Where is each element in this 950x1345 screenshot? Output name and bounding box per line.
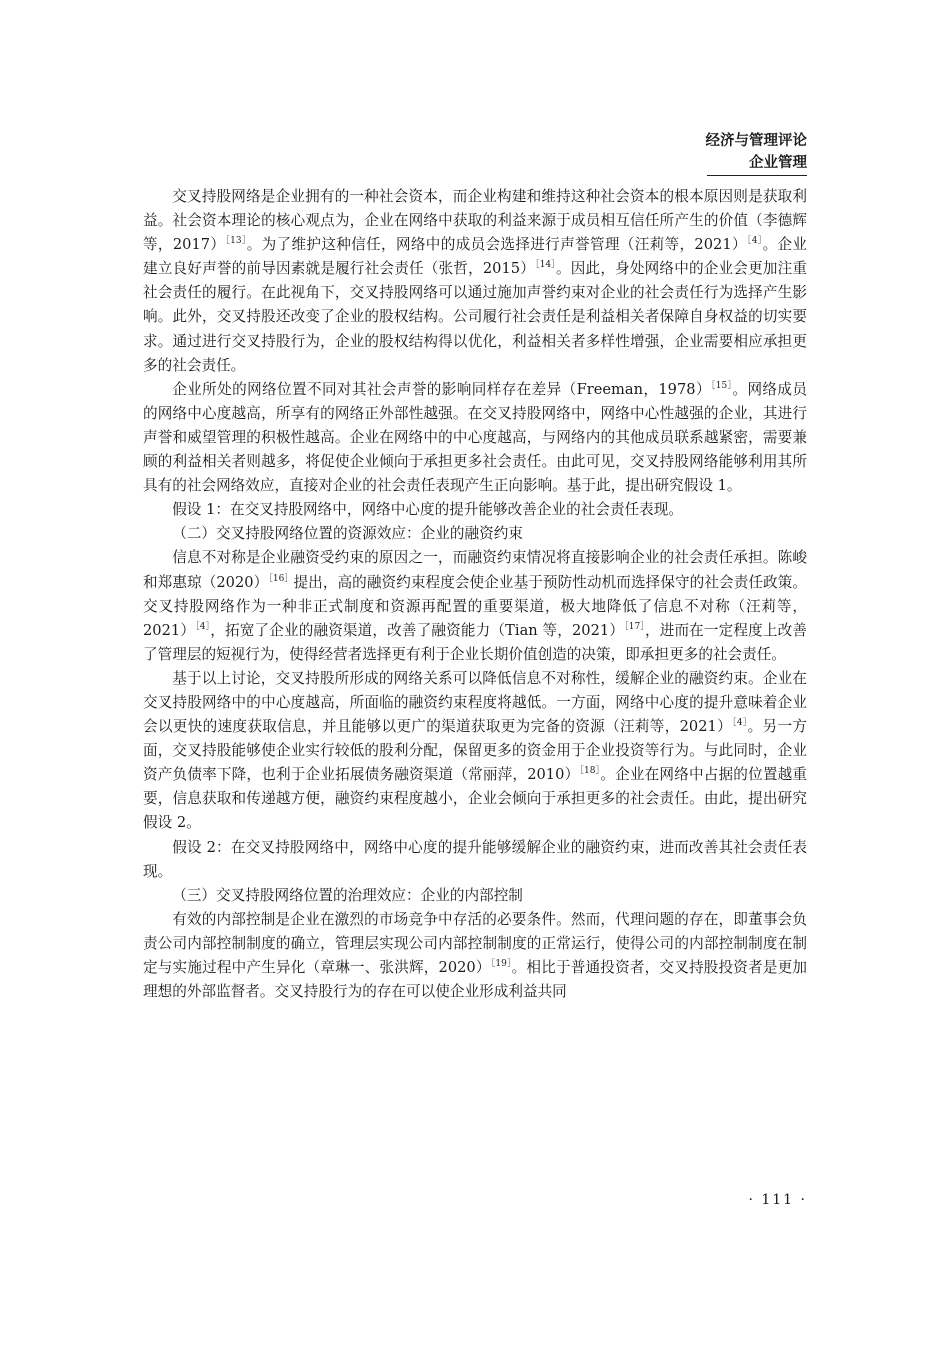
paragraph-p8: [143, 884, 807, 908]
text-run: 信息不对称是企业融资受约束的原因之一，而融资约束情况将直接影响企业的社会责任承担。陈峻和郑惠琼（2020）: [143, 549, 807, 591]
text-run: 企业所处的网络位置不同对其社会声誉的影响同样存在差异（Freeman，1978）: [172, 380, 711, 398]
citation-ref: ［4］: [746, 236, 763, 247]
paragraph-p5: [143, 546, 807, 666]
header-rule: [707, 175, 807, 176]
citation-ref: ［14］: [535, 260, 556, 271]
citation-ref: ［18］: [579, 766, 601, 777]
text-run: ，进而在一定程度上改善了管理层的短视行为，使得经营者选择更有利于企业长期价值创造的决策，即承担更多的社会责任。: [143, 621, 808, 663]
text-run: 。为了维护这种信任，网络中的成员会选择进行声誉管理（汪莉等，2021）: [246, 236, 747, 254]
article-body: [143, 185, 807, 1004]
text-run: 。企业在网络中占据的位置越重要，信息获取和传递越方便，融资约束程度越小，企业会倾向于承担更多的社会责任。由此，提出研究假设 2。: [143, 766, 808, 832]
citation-ref: ［15］: [710, 380, 733, 391]
text-run: 。企业建立良好声誉的前导因素就是履行社会责任（张哲，2015）: [143, 236, 808, 278]
section-title: 企业管理: [749, 155, 807, 171]
text-run: 。网络成员的网络中心度越高，所享有的网络正外部性越强。在交叉持股网络中，网络中心性越强的企业，其进行声誉和威望管理的积极性越高。企业在网络中的中心度越高，与网络内的其他成员联系越紧密，需要兼顾的利益相关者则越多，将促使企业倾向于承担更多社会责任。由此可见，交叉持股网络能够利用其所具有的社会网络效应，直接对企业的社会责任表现产生正向影响。基于此，提出研究假设 1。: [143, 380, 807, 495]
paragraph-p7: [143, 836, 807, 884]
text-run: （二）交叉持股网络位置的资源效应：企业的融资约束: [172, 525, 523, 543]
text-run: （三）交叉持股网络位置的治理效应：企业的内部控制: [172, 886, 523, 904]
paragraph-p4: [143, 522, 807, 546]
citation-ref: ［17］: [624, 621, 645, 632]
paragraph-p1: [143, 185, 807, 378]
text-run: 。相比于普通投资者，交叉持股投资者是更加理想的外部监督者。交叉持股行为的存在可以使企业形成利益共同: [143, 959, 808, 1001]
text-run: 假设 1：在交叉持股网络中，网络中心度的提升能够改善企业的社会责任表现。: [172, 501, 684, 519]
citation-ref: ［16］: [268, 573, 294, 584]
citation-ref: ［4］: [195, 621, 211, 632]
citation-ref: ［19］: [490, 959, 512, 969]
text-run: 交叉持股网络是企业拥有的一种社会资本，而企业构建和维持这种社会资本的根本原因则是获取利益。社会资本理论的核心观点为，企业在网络中获取的利益来源于成员相互信任所产生的价值（李德辉等，2017）: [143, 188, 807, 254]
running-header: [706, 130, 808, 176]
text-run: 假设 2：在交叉持股网络中，网络中心度的提升能够缓解企业的融资约束，进而改善其社会责任表现。: [143, 838, 807, 880]
citation-ref: ［13］: [225, 236, 247, 247]
text-run: 提出，高的融资约束程度会使企业基于预防性动机而选择保守的社会责任政策。交叉持股网络作为一种非正式制度和资源再配置的重要渠道，极大地降低了信息不对称（汪莉等，2021）: [143, 573, 808, 639]
paragraph-p3: [143, 498, 807, 522]
journal-title: 经济与管理评论: [705, 133, 807, 149]
text-run: ，拓宽了企业的融资渠道，改善了融资能力（Tian 等，2021）: [210, 621, 625, 639]
paragraph-p9: [143, 908, 807, 1004]
text-run: 。因此，身处网络中的企业会更加注重社会责任的履行。在此视角下，交叉持股网络可以通过施加声誉约束对企业的社会责任行为选择产生影响。此外，交叉持股还改变了企业的股权结构。公司履行社会责任是利益相关者保障自身权益的切实要求。通过进行交叉持股行为，企业的股权结构得以优化，利益相关者多样性增强，企业需要相应承担更多的社会责任。: [143, 260, 808, 374]
text-run: 基于以上讨论，交叉持股所形成的网络关系可以降低信息不对称性，缓解企业的融资约束。企业在交叉持股网络中的中心度越高，所面临的融资约束程度将越低。一方面，网络中心度的提升意味着企业会以更快的速度获取信息，并且能够以更广的渠道获取更为完备的资源（汪莉等，2021）: [143, 669, 807, 736]
citation-ref: ［4］: [732, 718, 748, 729]
page-number: · 111 ·: [748, 1192, 807, 1208]
text-run: 。另一方面，交叉持股能够使企业实行较低的股利分配，保留更多的资金用于企业投资等行为。与此同时，企业资产负债率下降，也利于企业拓展债务融资渠道（常丽萍，2010）: [143, 718, 807, 784]
text-run: 有效的内部控制是企业在激烈的市场竞争中存活的必要条件。然而，代理问题的存在，即董事会负责公司内部控制制度的确立，管理层实现公司内部控制制度的正常运行，使得公司的内部控制制度在制定与实施过程中产生异化（章琳一、张洪辉，2020）: [143, 910, 807, 976]
paragraph-p6: [143, 667, 807, 836]
paragraph-p2: [143, 378, 807, 498]
